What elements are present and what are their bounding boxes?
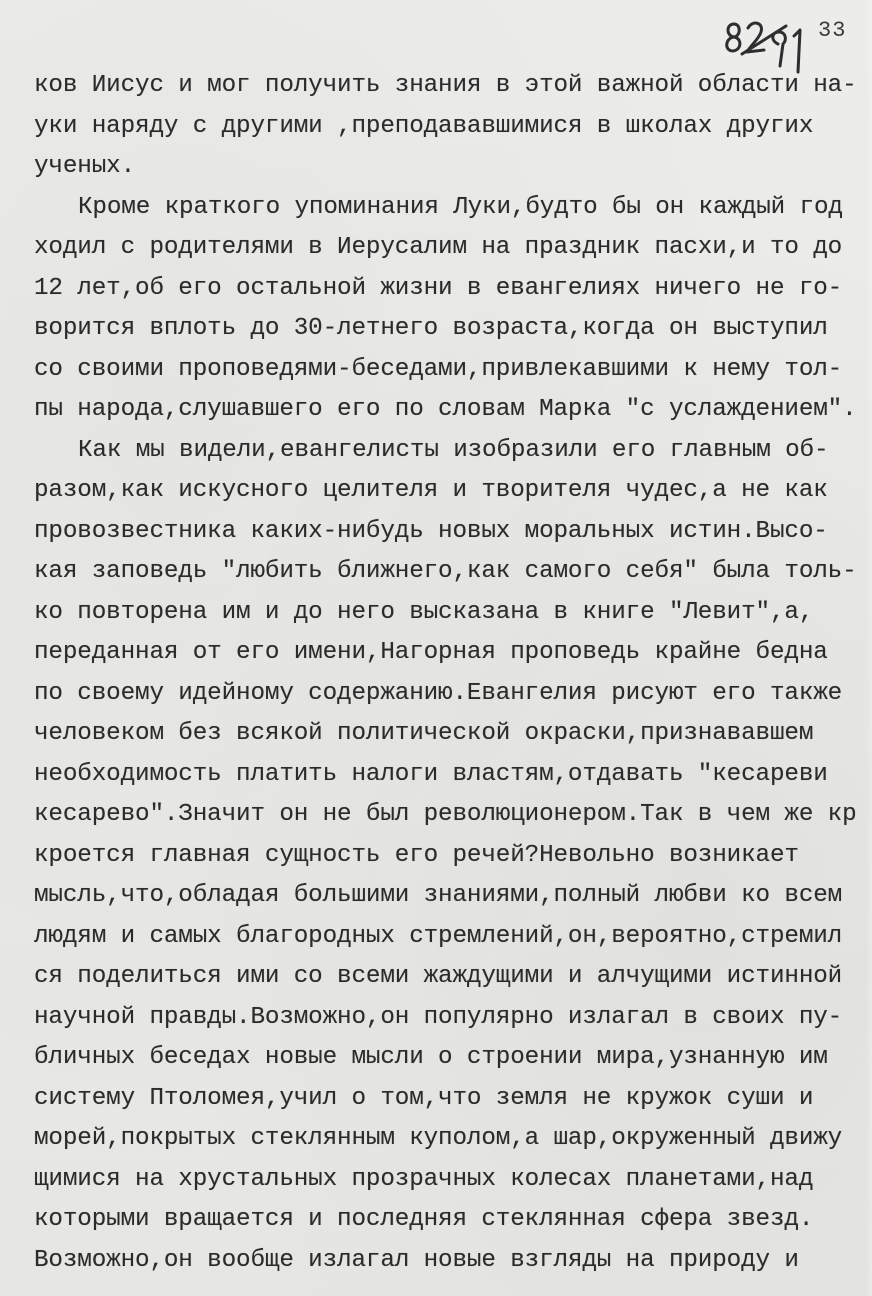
text-line: людям и самых благородных стремлений,он,вероятно,стремил <box>34 922 843 950</box>
text-line: ко повторена им и до него высказана в книге "Левит",а, <box>34 598 814 626</box>
text-line: ся поделиться ими со всеми жаждущими и алчущими истинной <box>34 963 843 990</box>
text-line: Кроме краткого упоминания Луки,будто бы он каждый год <box>78 193 843 221</box>
text-line: пы народа,слушавшего его по словам Марка "с услаждением". <box>34 396 857 423</box>
text-line: необходимость платить налоги властям,отдавать "кесареви <box>34 760 828 788</box>
page-number: 33 <box>818 18 847 43</box>
text-line: 12 лет,об его остальной жизни в евангелиях ничего не го- <box>34 274 843 302</box>
text-line: кроется главная сущность его речей?Невольно возникает <box>34 841 799 869</box>
text-line: кесарево".Значит он не был революционером.Так в чем же кр <box>34 801 857 828</box>
text-line: морей,покрытых стеклянным куполом,а шар,окруженный движу <box>34 1125 843 1152</box>
typewritten-text <box>34 66 870 1281</box>
page-edge-shading <box>866 0 872 1296</box>
text-line: человеком без всякой политической окраски,признававшем <box>34 720 814 747</box>
text-line: систему Птоломея,учил о том,что земля не кружок суши и <box>34 1084 814 1112</box>
text-line: кая заповедь "любить ближнего,как самого себя" была толь- <box>34 558 857 585</box>
text-line: мысль,что,обладая большими знаниями,полный любви ко всем <box>34 882 843 909</box>
text-line: со своими проповедями-беседами,привлекавшими к нему тол- <box>34 355 843 383</box>
text-line: провозвестника каких-нибудь новых моральных истин.Высо- <box>34 517 828 545</box>
text-line: Как мы видели,евангелисты изобразили его главным об- <box>78 436 829 464</box>
text-line: разом,как искусного целителя и творителя чудес,а не как <box>34 477 828 504</box>
text-line: ков Иисус и мог получить знания в этой важной области на- <box>34 72 857 99</box>
text-line: Возможно,он вообще излагал новые взгляды на природу и <box>34 1246 799 1274</box>
text-line: щимися на хрустальных прозрачных колесах планетами,над <box>34 1165 814 1193</box>
text-line: которыми вращается и последняя стеклянная сфера звезд. <box>34 1206 814 1233</box>
text-line: научной правды.Возможно,он популярно излагал в своих пу- <box>34 1003 843 1031</box>
text-line: ходил с родителями в Иерусалим на праздник пасхи,и то до <box>34 234 843 261</box>
text-line: ворится вплоть до 30-летнего возраста,когда он выступил <box>34 315 828 342</box>
text-line: уки наряду с другими ,преподававшимися в школах других <box>34 112 814 140</box>
text-line: ученых. <box>34 153 136 180</box>
text-line: бличных беседах новые мысли о строении мира,узнанную им <box>34 1044 828 1071</box>
text-line: переданная от его имени,Нагорная проповедь крайне бедна <box>34 639 828 666</box>
text-line: по своему идейному содержанию.Евангелия рисуют его также <box>34 679 843 707</box>
